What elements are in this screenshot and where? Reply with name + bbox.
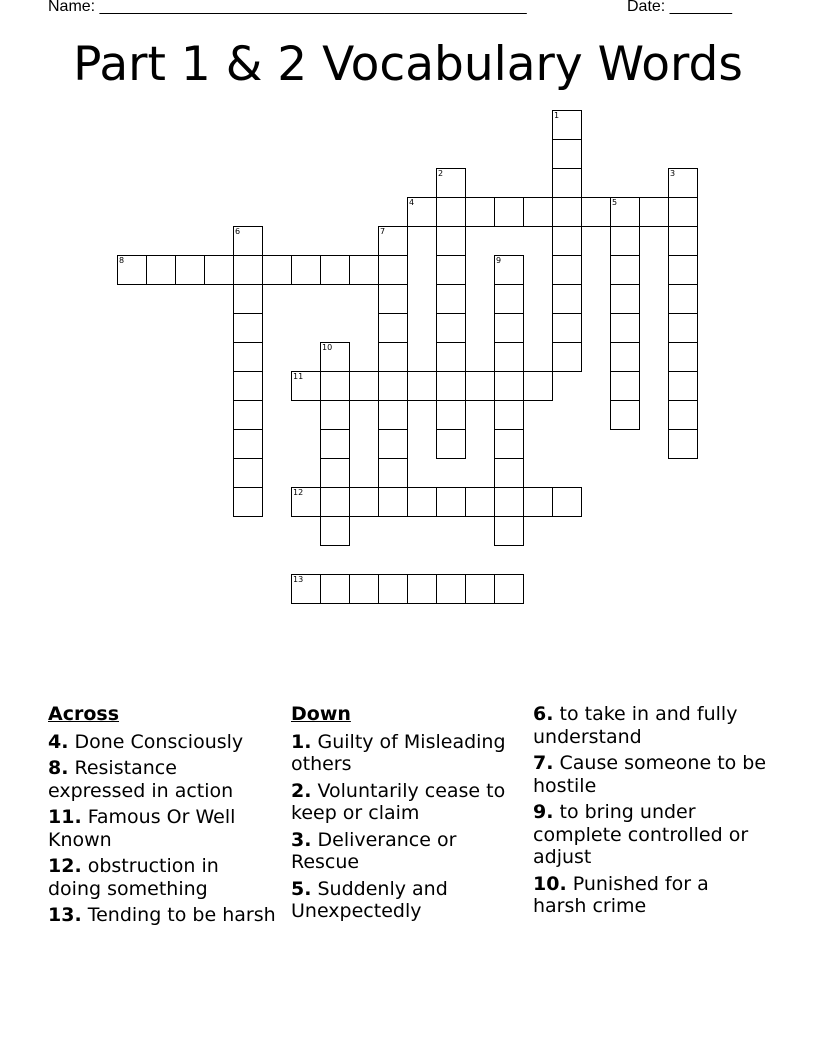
- grid-cell[interactable]: [378, 429, 408, 459]
- cell-number: 6: [235, 227, 241, 236]
- grid-cell[interactable]: [233, 313, 263, 343]
- grid-cell[interactable]: [436, 197, 466, 227]
- grid-cell[interactable]: [233, 226, 263, 256]
- grid-cell[interactable]: [552, 110, 582, 140]
- cell-number: 1: [554, 111, 560, 120]
- grid-cell[interactable]: [291, 255, 321, 285]
- down-clues: [291, 703, 519, 927]
- grid-cell[interactable]: [494, 197, 524, 227]
- page-title: Part 1 & 2 Vocabulary Words: [73, 37, 743, 92]
- grid-cell[interactable]: [291, 487, 321, 517]
- cell-number: 4: [409, 198, 415, 207]
- grid-cell[interactable]: [436, 342, 466, 372]
- grid-cell[interactable]: [407, 487, 437, 517]
- clue-across-8: 8. Resistance expressed in action: [48, 757, 234, 802]
- grid-cell[interactable]: [378, 574, 408, 604]
- clue-down-9: 9. to bring under complete controlled or adjust: [533, 801, 749, 868]
- clue-down-5: 5. Suddenly and Unexpectedly: [291, 877, 448, 922]
- grid-cell[interactable]: [494, 342, 524, 372]
- grid-cell[interactable]: [436, 487, 466, 517]
- grid-cell[interactable]: [233, 400, 263, 430]
- grid-cell[interactable]: [494, 313, 524, 343]
- grid-cell[interactable]: [465, 574, 495, 604]
- grid-cell[interactable]: [523, 197, 553, 227]
- grid-cell[interactable]: [349, 371, 379, 401]
- grid-cell[interactable]: [552, 139, 582, 169]
- grid-cell[interactable]: [436, 371, 466, 401]
- grid-cell[interactable]: [494, 516, 524, 546]
- grid-cell[interactable]: [610, 226, 640, 256]
- grid-cell[interactable]: [494, 429, 524, 459]
- grid-cell[interactable]: [668, 429, 698, 459]
- clue-down-10: 10. Punished for a harsh crime: [533, 872, 709, 917]
- grid-cell[interactable]: [320, 516, 350, 546]
- grid-cell[interactable]: [320, 487, 350, 517]
- grid-cell[interactable]: [610, 284, 640, 314]
- grid-cell[interactable]: [320, 429, 350, 459]
- grid-cell[interactable]: [436, 284, 466, 314]
- grid-cell[interactable]: [320, 458, 350, 488]
- grid-cell[interactable]: [436, 429, 466, 459]
- cell-number: 5: [612, 198, 618, 207]
- grid-cell[interactable]: [378, 458, 408, 488]
- grid-cell[interactable]: [349, 255, 379, 285]
- across-heading: Across: [48, 703, 120, 725]
- grid-cell[interactable]: [465, 487, 495, 517]
- grid-cell[interactable]: [320, 342, 350, 372]
- cell-number: 3: [670, 169, 676, 178]
- grid-cell[interactable]: [117, 255, 147, 285]
- grid-cell[interactable]: [407, 371, 437, 401]
- grid-cell[interactable]: [175, 255, 205, 285]
- clue-across-11: 11. Famous Or Well Known: [48, 806, 236, 851]
- grid-cell[interactable]: [378, 226, 408, 256]
- grid-cell[interactable]: [639, 197, 669, 227]
- grid-cell[interactable]: [552, 197, 582, 227]
- grid-cell[interactable]: [552, 487, 582, 517]
- grid-cell[interactable]: [233, 429, 263, 459]
- grid-cell[interactable]: [320, 255, 350, 285]
- grid-cell[interactable]: [233, 371, 263, 401]
- grid-cell[interactable]: [349, 487, 379, 517]
- grid-cell[interactable]: [262, 255, 292, 285]
- grid-cell[interactable]: [291, 574, 321, 604]
- grid-cell[interactable]: [349, 574, 379, 604]
- grid-cell[interactable]: [494, 371, 524, 401]
- clue-across-12: 12. obstruction in doing something: [48, 855, 219, 900]
- cell-number: 2: [438, 169, 444, 178]
- grid-cell[interactable]: [378, 284, 408, 314]
- grid-cell[interactable]: [610, 255, 640, 285]
- cell-number: 13: [293, 575, 304, 584]
- grid-cell[interactable]: [552, 168, 582, 198]
- cell-number: 12: [293, 488, 304, 497]
- grid-cell[interactable]: [436, 400, 466, 430]
- grid-cell[interactable]: [407, 574, 437, 604]
- grid-cell[interactable]: [494, 458, 524, 488]
- grid-cell[interactable]: [233, 255, 263, 285]
- grid-cell[interactable]: [465, 197, 495, 227]
- grid-cell[interactable]: [494, 284, 524, 314]
- across-clues: [48, 703, 276, 931]
- grid-cell[interactable]: [668, 313, 698, 343]
- grid-cell[interactable]: [378, 342, 408, 372]
- grid-cell[interactable]: [610, 371, 640, 401]
- grid-cell[interactable]: [668, 226, 698, 256]
- clue-down-1: 1. Guilty of Misleading others: [291, 730, 506, 775]
- grid-cell[interactable]: [233, 487, 263, 517]
- grid-cell[interactable]: [494, 487, 524, 517]
- grid-cell[interactable]: [668, 342, 698, 372]
- grid-cell[interactable]: [668, 371, 698, 401]
- grid-cell[interactable]: [668, 400, 698, 430]
- grid-cell[interactable]: [494, 574, 524, 604]
- clue-across-4: 4. Done Consciously: [48, 730, 244, 753]
- grid-cell[interactable]: [523, 371, 553, 401]
- clue-down-2: 2. Voluntarily cease to keep or claim: [291, 779, 506, 824]
- cell-number: 10: [322, 343, 333, 352]
- grid-cell[interactable]: [436, 226, 466, 256]
- grid-cell[interactable]: [668, 284, 698, 314]
- grid-cell[interactable]: [494, 255, 524, 285]
- grid-cell[interactable]: [552, 284, 582, 314]
- grid-cell[interactable]: [610, 197, 640, 227]
- grid-cell[interactable]: [494, 400, 524, 430]
- grid-cell[interactable]: [552, 342, 582, 372]
- grid-cell[interactable]: [407, 197, 437, 227]
- grid-cell[interactable]: [146, 255, 176, 285]
- grid-cell[interactable]: [233, 284, 263, 314]
- grid-cell[interactable]: [204, 255, 234, 285]
- grid-cell[interactable]: [291, 371, 321, 401]
- name-field[interactable]: Name: ________________________________________________: [48, 0, 527, 15]
- clue-down-7: 7. Cause someone to be hostile: [533, 752, 767, 797]
- clue-across-13: 13. Tending to be harsh: [48, 904, 276, 926]
- grid-cell[interactable]: [610, 313, 640, 343]
- down-heading: Down: [291, 703, 351, 725]
- grid-cell[interactable]: [436, 313, 466, 343]
- grid-cell[interactable]: [610, 400, 640, 430]
- grid-cell[interactable]: [320, 371, 350, 401]
- grid-cell[interactable]: [233, 342, 263, 372]
- grid-cell[interactable]: [552, 226, 582, 256]
- grid-cell[interactable]: [378, 487, 408, 517]
- cell-number: 8: [119, 256, 125, 265]
- cell-number: 11: [293, 372, 304, 381]
- clue-down-3: 3. Deliverance or Rescue: [291, 828, 457, 873]
- grid-cell[interactable]: [523, 487, 553, 517]
- grid-cell[interactable]: [378, 313, 408, 343]
- grid-cell[interactable]: [668, 197, 698, 227]
- grid-cell[interactable]: [581, 197, 611, 227]
- grid-cell[interactable]: [378, 255, 408, 285]
- grid-cell[interactable]: [465, 371, 495, 401]
- cell-number: 7: [380, 227, 386, 236]
- grid-cell[interactable]: [552, 313, 582, 343]
- grid-cell[interactable]: [610, 342, 640, 372]
- down-clues-continued: [533, 703, 768, 922]
- grid-cell[interactable]: [668, 255, 698, 285]
- grid-cell[interactable]: [320, 400, 350, 430]
- grid-cell[interactable]: [668, 168, 698, 198]
- grid-cell[interactable]: [436, 168, 466, 198]
- date-field[interactable]: Date: _______: [627, 0, 732, 15]
- grid-cell[interactable]: [378, 371, 408, 401]
- grid-cell[interactable]: [436, 255, 466, 285]
- grid-cell[interactable]: [378, 400, 408, 430]
- grid-cell[interactable]: [552, 255, 582, 285]
- clue-down-6: 6. to take in and fully understand: [533, 703, 738, 748]
- grid-cell[interactable]: [233, 458, 263, 488]
- grid-cell[interactable]: [436, 574, 466, 604]
- cell-number: 9: [496, 256, 502, 265]
- grid-cell[interactable]: [320, 574, 350, 604]
